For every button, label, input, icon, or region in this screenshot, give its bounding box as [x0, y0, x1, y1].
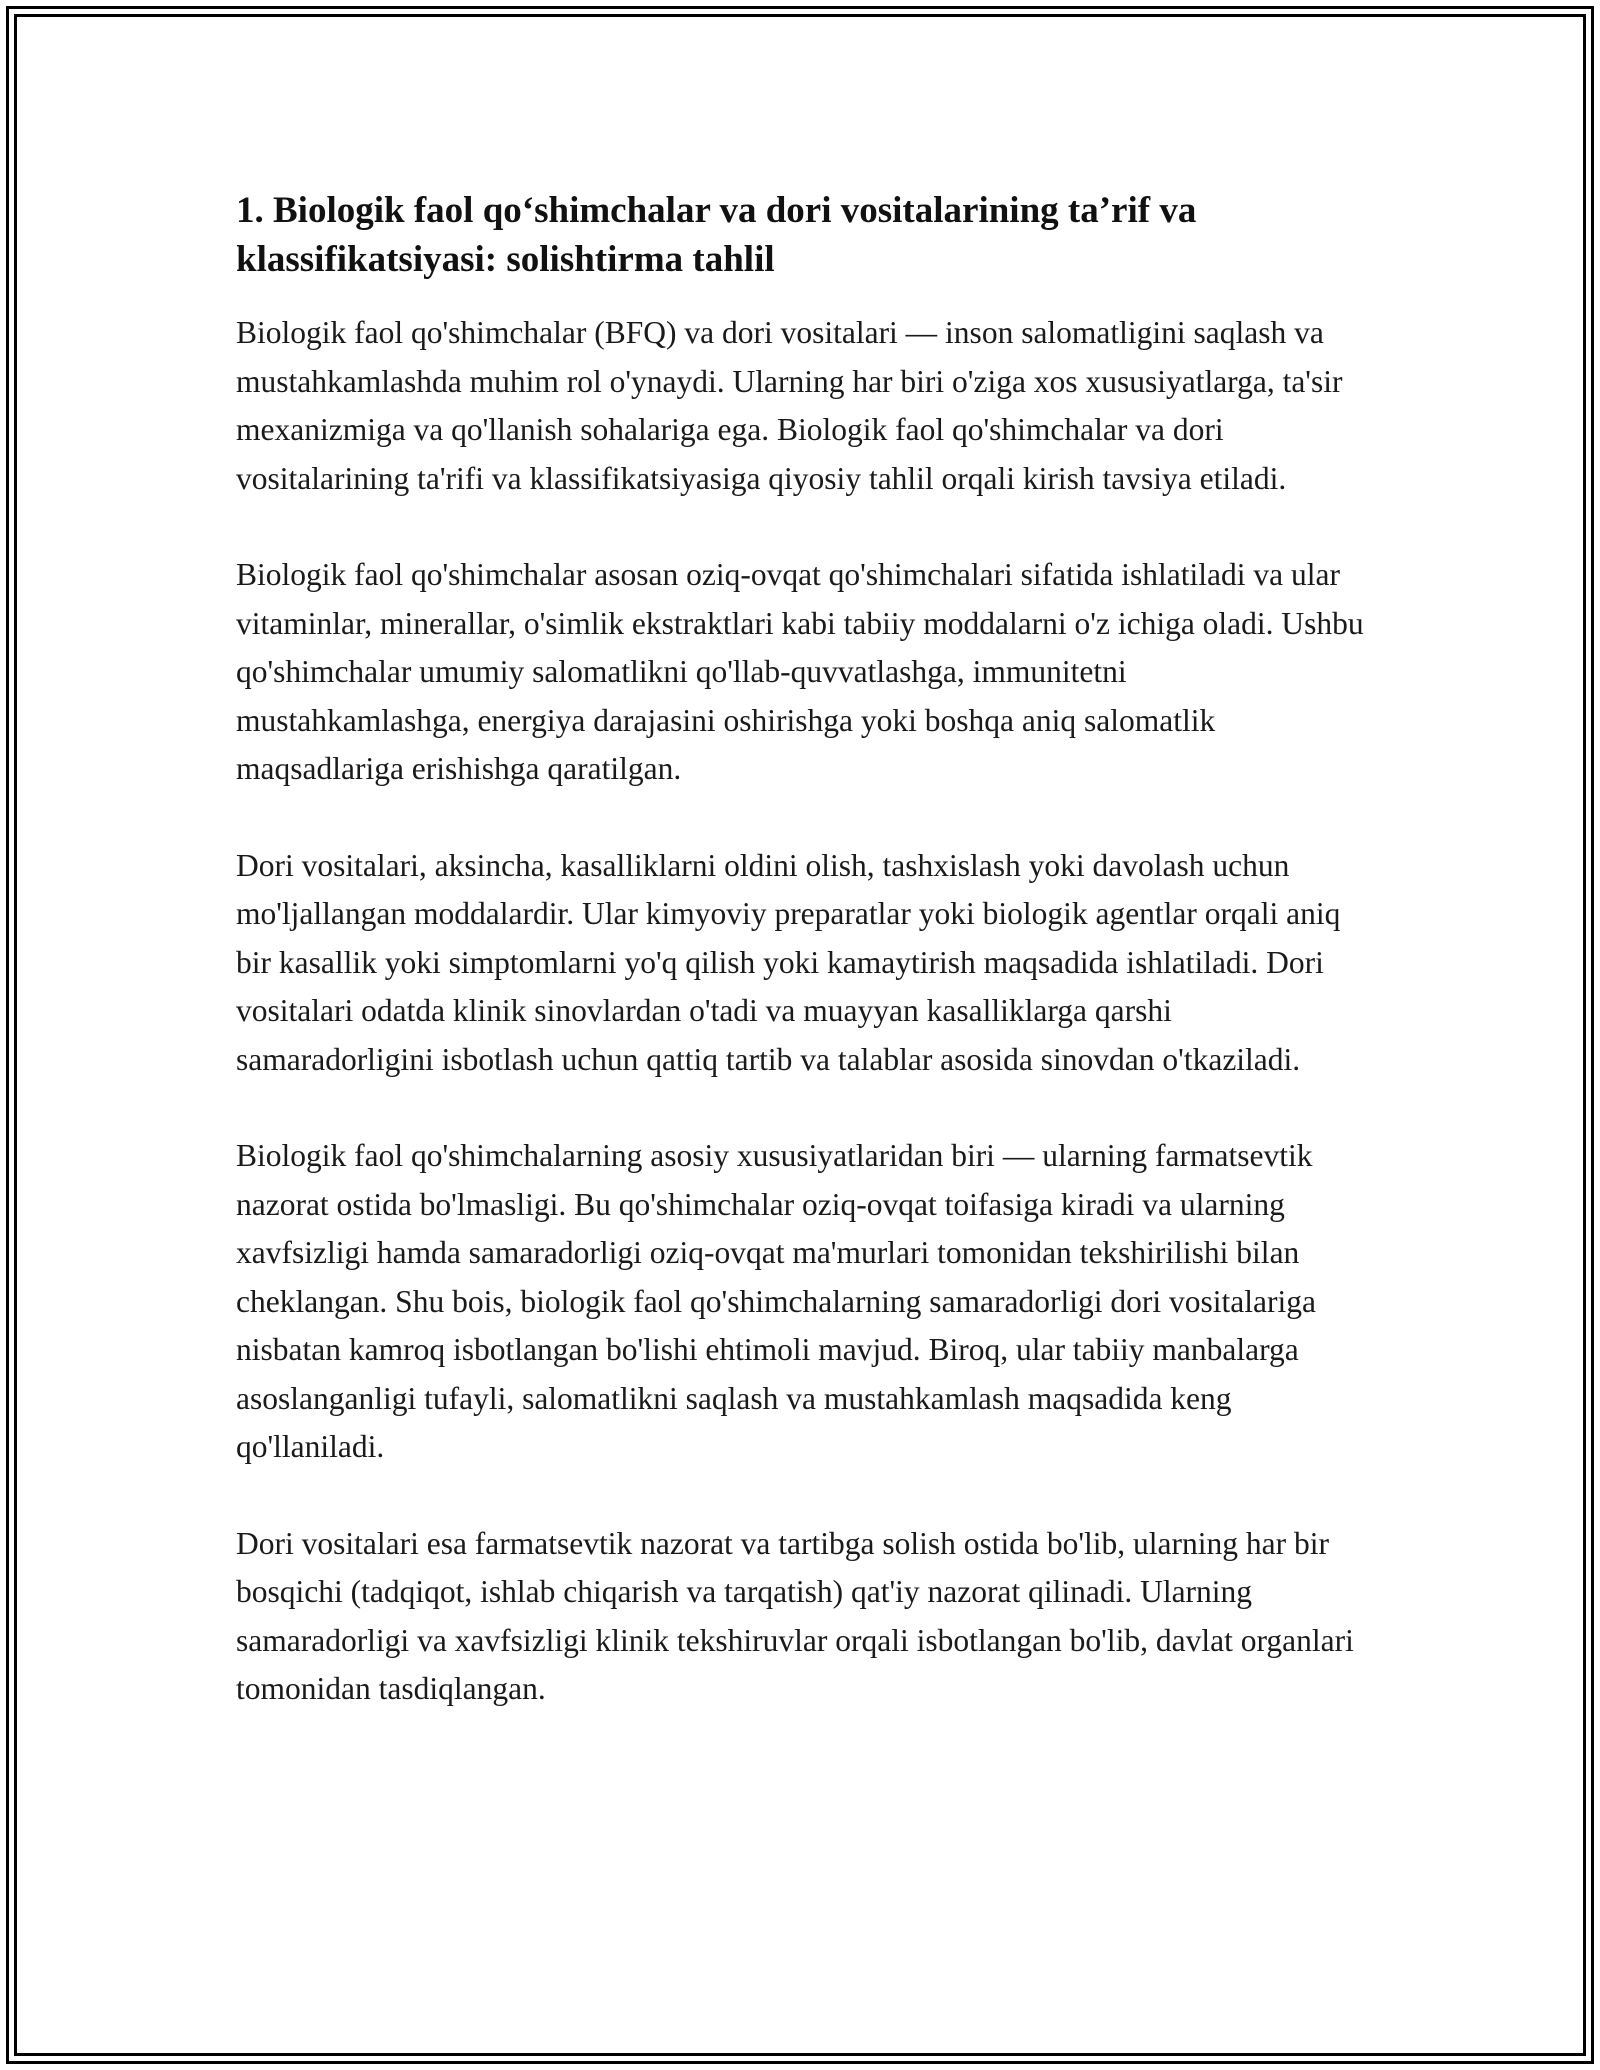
paragraph-medicines: Dori vositalari, aksincha, kasalliklarni oldini olish, tashxislash yoki davolash uchun mo'ljallangan moddalardir. Ular kimyoviy preparatlar yoki biologik agentlar orqali aniq bir kasallik yoki simptomlarni yo'q qilish yoki kamaytirish maqsadida ishlatiladi. Dori vositalari odatda klinik sinovlardan o'tadi va muayyan kasalliklarga qarshi samaradorligini isbotlash uchun qattiq tartib va talablar asosida sinovdan o'tkaziladi. [236, 847, 1341, 1077]
paragraph-supplement-control: Biologik faol qo'shimchalarning asosiy xususiyatlaridan biri — ularning farmatsevtik nazorat ostida bo'lmasligi. Bu qo'shimchalar oziq-ovqat toifasiga kiradi va ularning xavfsizligi hamda samaradorligi oziq-ovqat ma'murlari tomonidan tekshirilishi bilan cheklangan. Shu bois, biologik faol qo'shimchalarning samaradorligi dori vositalariga nisbatan kamroq isbotlangan bo'lishi ehtimoli mavjud. Biroq, ular tabiiy manbalarga asoslanganligi tufayli, salomatlikni saqlash va mustahkamlash maqsadida keng qo'llaniladi. [236, 1138, 1316, 1464]
paragraph-intro: Biologik faol qo'shimchalar (BFQ) va dori vositalari — inson salomatligini saqlash va mustahkamlashda muhim rol o'ynaydi. Ularning har biri o'ziga xos xususiyatlarga, ta'sir mexanizmiga va qo'llanish sohalariga ega. Biologik faol qo'shimchalar va dori vositalarining ta'rifi va klassifikatsiyasiga qiyosiy tahlil orqali kirish tavsiya etiladi. [236, 315, 1343, 496]
paragraph-medicine-control: Dori vositalari esa farmatsevtik nazorat va tartibga solish ostida bo'lib, ularning har bir bosqichi (tadqiqot, ishlab chiqarish va tarqatish) qat'iy nazorat qilinadi. Ularning samaradorligi va xavfsizligi klinik tekshiruvlar orqali isbotlangan bo'lib, davlat organlari tomonidan tasdiqlangan. [236, 1525, 1354, 1706]
paragraph-supplements: Biologik faol qo'shimchalar asosan oziq-ovqat qo'shimchalari sifatida ishlatiladi va ular vitaminlar, minerallar, o'simlik ekstraktlari kabi tabiiy moddalarni o'z ichiga oladi. Ushbu qo'shimchalar umumiy salomatlikni qo'llab-quvvatlashga, immunitetni mustahkamlashga, energiya darajasini oshirishga yoki boshqa aniq salomatlik maqsadlariga erishishga qaratilgan. [236, 557, 1364, 786]
section-heading: 1. Biologik faol qo‘shimchalar va dori vositalarining ta’rif va klassifikatsiyasi: solishtirma tahlil [236, 190, 1197, 280]
document-body [236, 186, 1366, 1762]
